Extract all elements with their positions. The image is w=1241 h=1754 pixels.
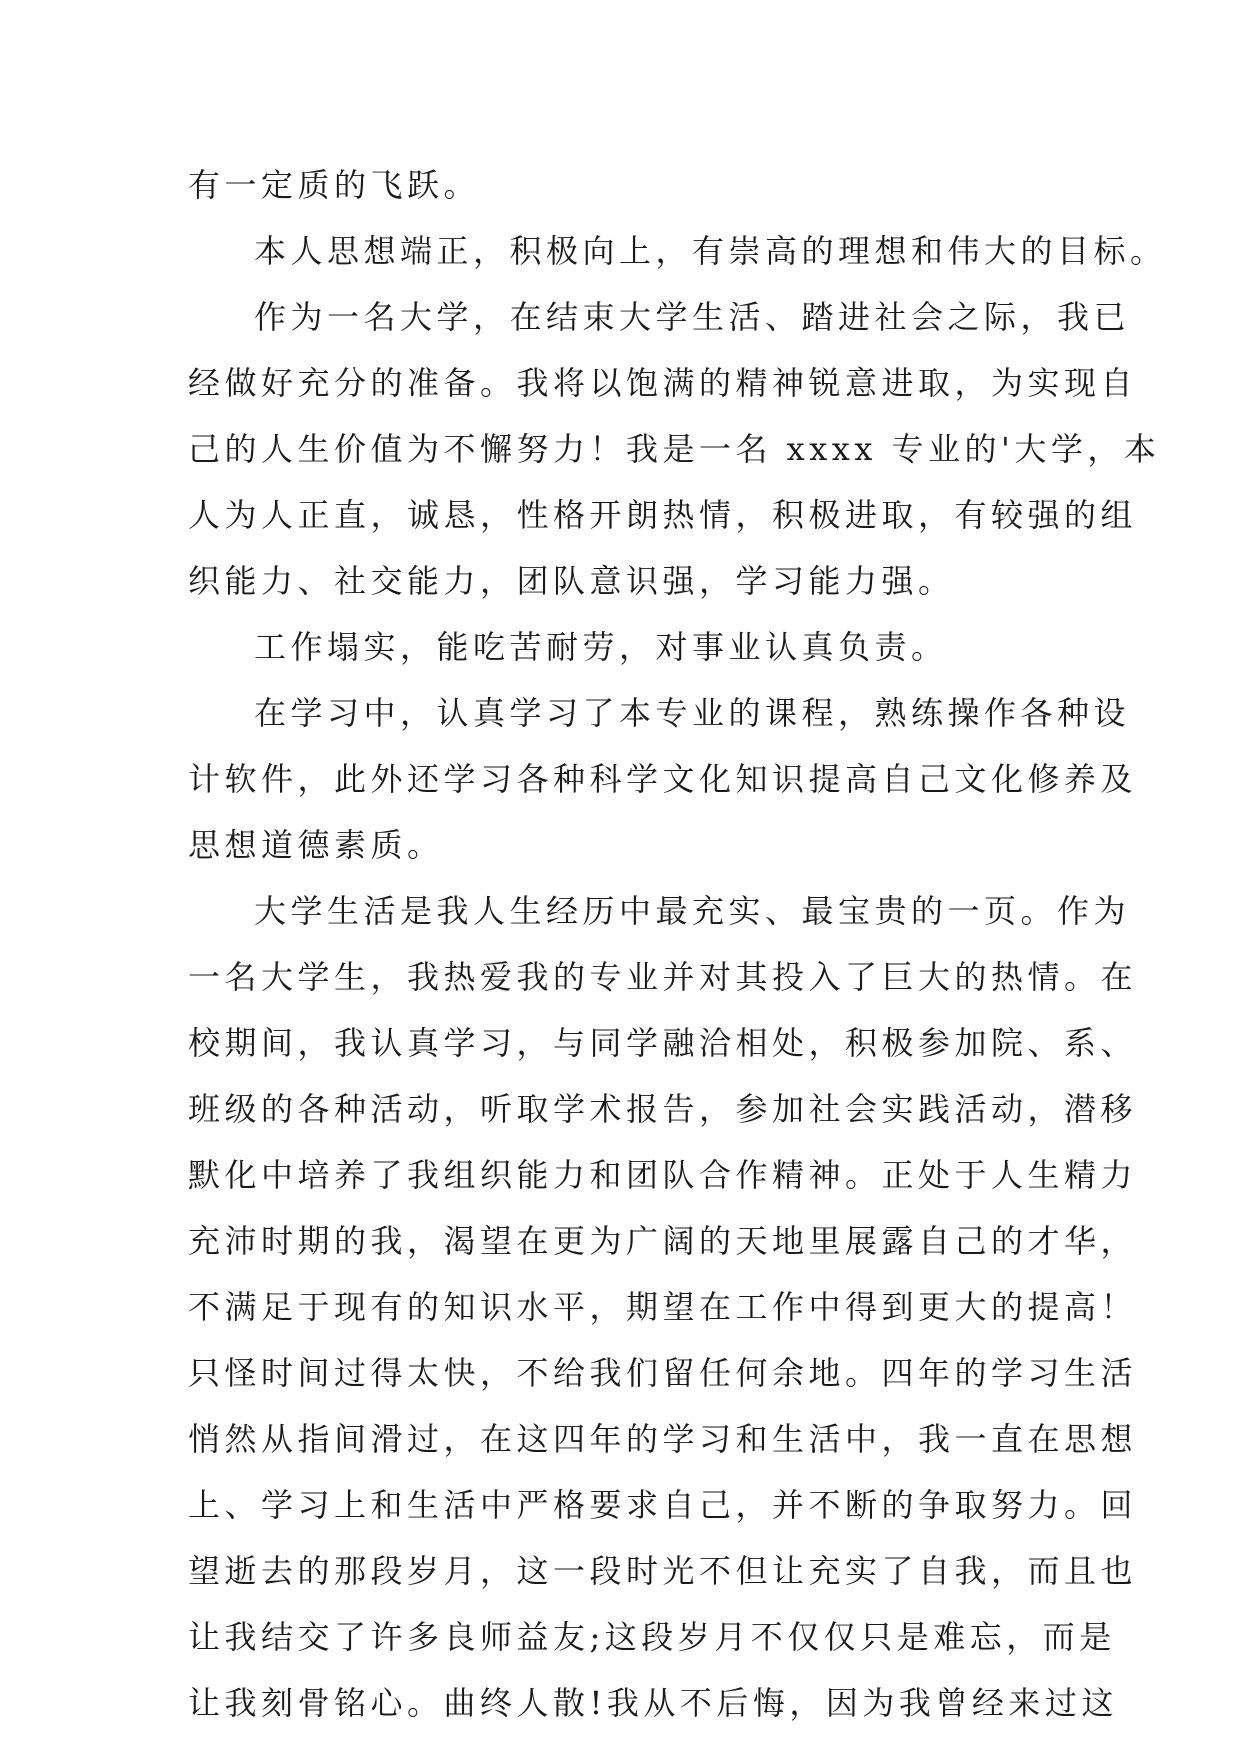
text-line: 班级的各种活动，听取学术报告，参加社会实践活动，潜移 [188, 1090, 1138, 1128]
text-line: 有一定质的飞跃。 [188, 166, 481, 204]
text-line: 只怪时间过得太快，不给我们留任何余地。四年的学习生活 [188, 1354, 1138, 1392]
text-line: 本人思想端正，积极向上，有崇高的理想和伟大的目标。 [254, 232, 1167, 270]
document-body [188, 152, 1167, 1736]
text-line: 上、学习上和生活中严格要求自己，并不断的争取努力。回 [188, 1486, 1138, 1524]
text-line: 己的人生价值为不懈努力！我是一名 xxxx 专业的'大学，本 [188, 430, 1161, 468]
text-line: 默化中培养了我组织能力和团队合作精神。正处于人生精力 [188, 1156, 1138, 1194]
text-line: 人为人正直，诚恳，性格开朗热情，积极进取，有较强的组 [188, 496, 1138, 534]
text-line: 计软件，此外还学习各种科学文化知识提高自己文化修养及 [188, 760, 1138, 798]
text-line: 作为一名大学，在结束大学生活、踏进社会之际，我已 [254, 298, 1131, 336]
text-line: 经做好充分的准备。我将以饱满的精神锐意进取，为实现自 [188, 364, 1138, 402]
text-line: 望逝去的那段岁月，这一段时光不但让充实了自我，而且也 [188, 1552, 1138, 1590]
text-line: 让我刻骨铭心。曲终人散!我从不后悔，因为我曾经来过这 [188, 1684, 1118, 1722]
text-line: 悄然从指间滑过，在这四年的学习和生活中，我一直在思想 [188, 1420, 1138, 1458]
text-line: 思想道德素质。 [188, 826, 444, 864]
text-line: 校期间，我认真学习，与同学融洽相处，积极参加院、系、 [188, 1024, 1138, 1062]
text-line: 大学生活是我人生经历中最充实、最宝贵的一页。作为 [254, 892, 1131, 930]
text-line: 在学习中，认真学习了本专业的课程，熟练操作各种设 [254, 694, 1131, 732]
text-line: 让我结交了许多良师益友;这段岁月不仅仅只是难忘，而是 [188, 1618, 1116, 1656]
text-line: 充沛时期的我，渴望在更为广阔的天地里展露自己的才华， [188, 1222, 1138, 1260]
text-line: 工作塌实，能吃苦耐劳，对事业认真负责。 [254, 628, 948, 666]
text-line: 一名大学生，我热爱我的专业并对其投入了巨大的热情。在 [188, 958, 1138, 996]
text-line: 不满足于现有的知识水平，期望在工作中得到更大的提高！ [188, 1288, 1138, 1326]
text-line: 织能力、社交能力，团队意识强，学习能力强。 [188, 562, 955, 600]
